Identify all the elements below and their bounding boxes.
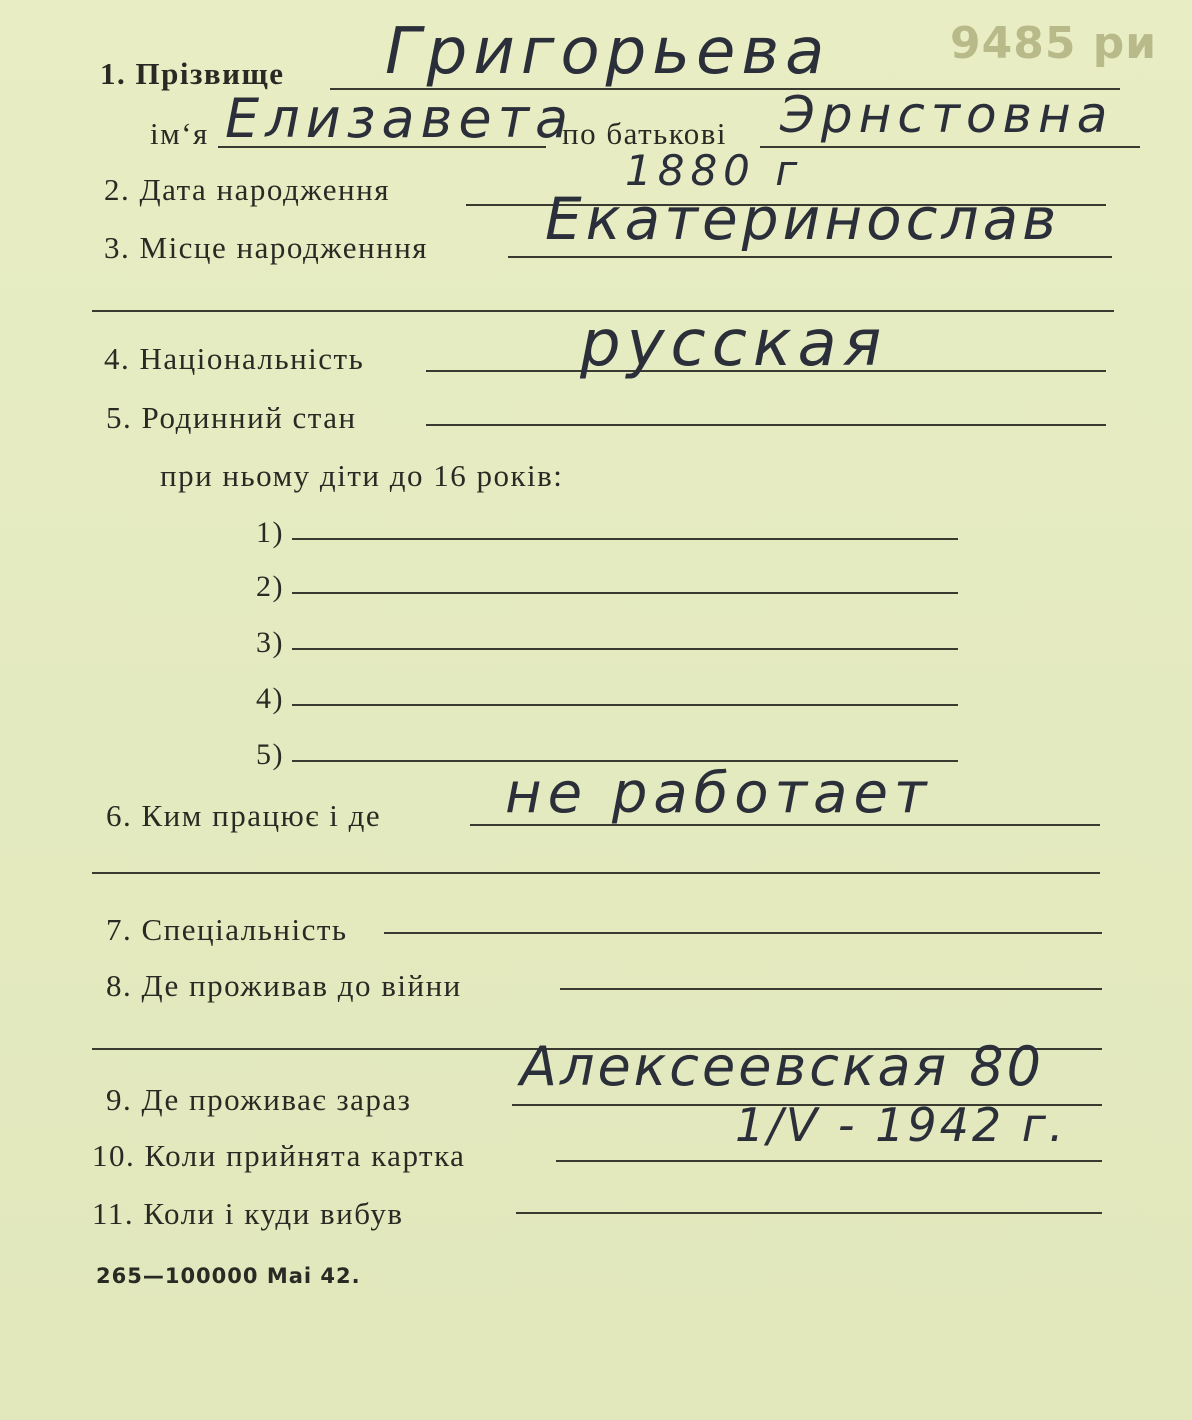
- address-handwriting: Алексеевская 80: [520, 1035, 1045, 1098]
- child-3-line: [292, 648, 958, 650]
- field-patronymic-line: [760, 146, 1140, 148]
- child-4-label: 4): [256, 682, 284, 715]
- field-prewar-line: [560, 988, 1102, 990]
- field-family-line: [426, 424, 1106, 426]
- surname-handwriting: Григорьева: [385, 15, 831, 89]
- field-departure-label: 11. Коли і куди вибув: [92, 1196, 404, 1231]
- field-name-label: ім‘я: [150, 116, 209, 151]
- patronymic-handwriting: Эрнстовна: [780, 86, 1114, 144]
- child-1-line: [292, 538, 958, 540]
- field-nationality-label: 4. Національність: [104, 341, 365, 376]
- field-birthplace-label: 3. Місце народженння: [104, 230, 429, 265]
- nationality-handwriting: русская: [580, 307, 888, 381]
- child-5-label: 5): [256, 738, 284, 771]
- field-departure-line: [516, 1212, 1102, 1214]
- field-birthdate-label: 2. Дата народження: [104, 172, 390, 207]
- field-specialty-line: [384, 932, 1102, 934]
- archive-number-stamp: 9485 ри: [950, 18, 1158, 69]
- field-specialty-label: 7. Спеціальність: [106, 912, 348, 947]
- field-prewar-label: 8. Де проживав до війни: [106, 968, 462, 1003]
- field-surname-label: 1. Прізвище: [100, 56, 285, 91]
- birthdate-handwriting: 1880 г: [625, 146, 804, 195]
- field-card-date-line: [556, 1160, 1102, 1162]
- field-patronymic-label: по батькові: [562, 116, 727, 151]
- field-address-label: 9. Де проживає зараз: [106, 1082, 412, 1117]
- first-name-handwriting: Елизавета: [225, 87, 575, 150]
- work-handwriting: не работает: [505, 761, 933, 826]
- print-imprint: 265—100000 Mai 42.: [96, 1264, 361, 1288]
- field-birthplace-line: [508, 256, 1112, 258]
- field-family-label: 5. Родинний стан: [106, 400, 357, 435]
- field-card-date-label: 10. Коли прийнята картка: [92, 1138, 466, 1173]
- field-work-line-2: [92, 872, 1100, 874]
- child-4-line: [292, 704, 958, 706]
- children-label: при ньому діти до 16 років:: [160, 458, 564, 493]
- child-3-label: 3): [256, 626, 284, 659]
- child-1-label: 1): [256, 516, 284, 549]
- child-2-label: 2): [256, 570, 284, 603]
- birthplace-handwriting: Екатеринослав: [545, 185, 1061, 253]
- field-work-label: 6. Ким працює і де: [106, 798, 382, 833]
- card-date-handwriting: 1/V - 1942 г.: [735, 1098, 1067, 1152]
- child-2-line: [292, 592, 958, 594]
